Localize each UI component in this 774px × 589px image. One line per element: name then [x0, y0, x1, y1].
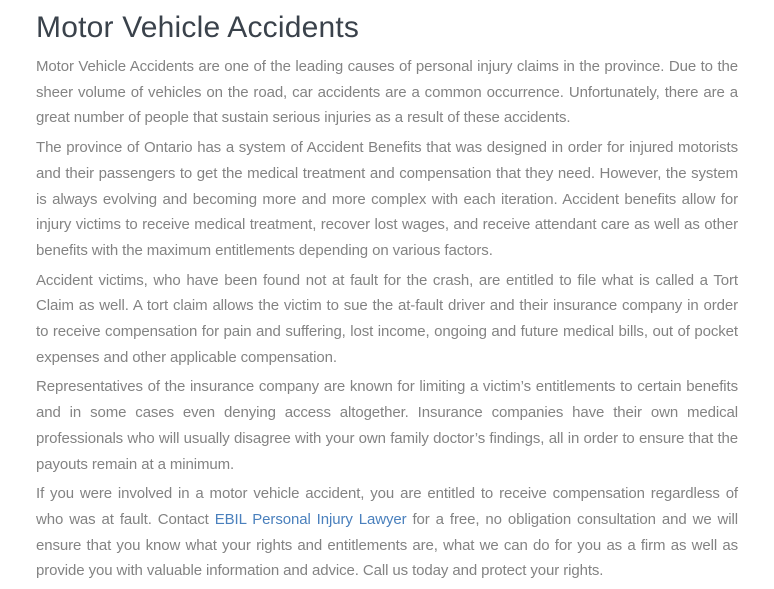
cta-text-before-link: If you were involved in a motor vehicle accident, you are entitled to receive compensation regardless of who was at fault. Contact: [36, 485, 738, 528]
cta-text-after-link: for a free, no obligation consultation and we will ensure that you know what your rights and entitlements are, what we can do for you as a firm as well as provide you with valuable information and advice. Call us today and protect your rights.: [36, 510, 738, 580]
paragraph-intro: Motor Vehicle Accidents are one of the leading causes of personal injury claims in the province. Due to the sheer volume of vehicles on the road, car accidents are a common occurrence. Unfortunately, there are a great number of people that sustain serious injuries as a result of these accidents.: [36, 58, 738, 127]
paragraph-tort-claim: Accident victims, who have been found not at fault for the crash, are entitled to file what is called a Tort Claim as well. A tort claim allows the victim to sue the at-fault driver and their insurance company in order to receive compensation for pain and suffering, lost income, ongoing and future medical bills, out of pocket expenses and other applicable compensation.: [36, 271, 738, 366]
ebil-personal-injury-lawyer-link[interactable]: EBIL Personal Injury Lawyer: [214, 510, 407, 528]
paragraph-insurance-representatives: Representatives of the insurance company are known for limiting a victim’s entitlements to certain benefits and in some cases even denying access altogether. Insurance companies have their own medical professionals who will usually disagree with your own family doctor’s findings, all in order to ensure that the payouts remain at a minimum.: [36, 378, 738, 473]
page-title: Motor Vehicle Accidents: [36, 11, 360, 44]
paragraph-accident-benefits: The province of Ontario has a system of Accident Benefits that was designed in order for injured motorists and their passengers to get the medical treatment and compensation that they need. However, the system is always evolving and becoming more and more complex with each iteration. Accident benefits allow for injury victims to receive medical treatment, recover lost wages, and receive attendant care as well as other benefits with the maximum entitlements depending on various factors.: [36, 139, 738, 259]
paragraph-call-to-action: [36, 481, 738, 584]
